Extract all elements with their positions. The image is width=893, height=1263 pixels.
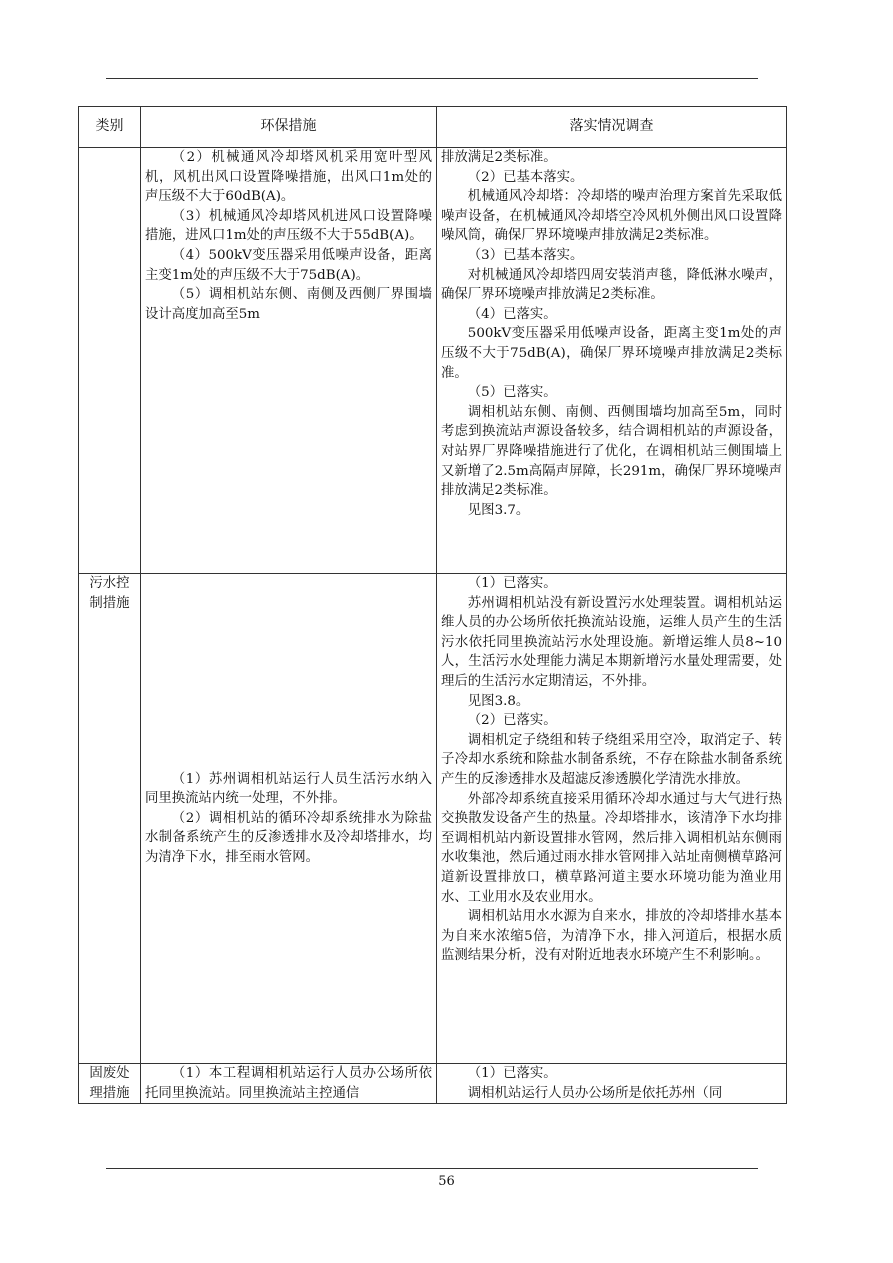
table-row — [79, 148, 787, 574]
status-paragraph: （1）已落实。 — [467, 1066, 557, 1081]
status-paragraph: 500kV变压器采用低噪声设备，距离主变1m处的声压级不大于75dB(A)，确保厂界环境噪声排放满足2类标准。 — [441, 326, 782, 381]
status-paragraph: 见图3.8。 — [467, 693, 530, 709]
table-row — [79, 1064, 787, 1104]
status-paragraph: 调相机站运行人员办公场所是依托苏州（同 — [467, 1085, 723, 1101]
status-paragraph: 苏州调相机站没有新设置污水处理装置。调相机站运维人员的办公场所依托换流站设施，运维人员产生的生活污水依托同里换流站污水处理设施。新增运维人员8~10人，生活污水处理能力满足本期新增污水量处理需要，处理后的生活污水定期清运，不外排。 — [441, 595, 782, 689]
measures-table — [78, 106, 787, 1104]
status-paragraph: （2）已基本落实。 — [467, 169, 584, 185]
status-paragraph: （5）已落实。 — [467, 385, 557, 401]
status-paragraph: 机械通风冷却塔：冷却塔的噪声治理方案首先采取低噪声设备，在机械通风冷却塔空冷风机外侧出风口设置降噪风筒，确保厂界环境噪声排放满足2类标准。 — [441, 189, 782, 244]
page-number: 56 — [438, 1174, 455, 1189]
status-paragraph: 见图3.7。 — [467, 502, 530, 518]
category-cell — [79, 148, 141, 574]
footer-rule — [106, 1168, 758, 1169]
status-paragraph: 调相机站东侧、南侧、西侧围墙均加高至5m，同时考虑到换流站声源设备较多，结合调相机站的声源设备，对站界厂界降噪措施进行了优化，在调相机站三侧围墙上又新增了2.5m高隔声屏障，长291m，确保厂界环境噪声排放满足2类标准。 — [441, 404, 782, 499]
status-paragraph: 对机械通风冷却塔四周安装消声毯，降低淋水噪声，确保厂界环境噪声排放满足2类标准。 — [441, 267, 782, 303]
measure-paragraph: （2）调相机站的循环冷却系统排水为除盐水制备系统产生的反渗透排水及冷却塔排水，均为清净下水，排至雨水管网。 — [145, 810, 432, 865]
status-cell — [437, 1064, 787, 1104]
status-paragraph: （4）已落实。 — [467, 306, 557, 322]
measure-paragraph: （2）机械通风冷却塔风机采用宽叶型风机，风机出风口设置降噪措施，出风口1m处的声压级不大于60dB(A)。 — [145, 150, 432, 205]
status-paragraph: 调相机定子绕组和转子绕组采用空冷，取消定子、转子冷却水系统和除盐水制备系统，不存在除盐水制备系统产生的反渗透排水及超滤反渗透膜化学清洗水排放。 — [441, 732, 782, 787]
status-cell — [437, 574, 787, 1064]
status-paragraph: 调相机站用水水源为自来水，排放的冷却塔排水基本为自来水浓缩5倍，为清净下水，排入河道后，根据水质监测结果分析，没有对附近地表水环境产生不利影响。。 — [441, 909, 782, 964]
status-paragraph: （1）已落实。 — [467, 576, 557, 591]
measure-paragraph: （5）调相机站东侧、南侧及西侧厂界围墙设计高度加高至5m — [145, 287, 432, 322]
measure-paragraph: （1）苏州调相机站运行人员生活污水纳入同里换流站内统一处理，不外排。 — [145, 771, 432, 807]
measures-cell — [141, 1064, 437, 1104]
header-status: 落实情况调查 — [437, 107, 787, 148]
table-header-row — [79, 107, 787, 148]
measures-cell — [141, 574, 437, 1064]
status-paragraph: 外部冷却系统直接采用循环冷却水通过与大气进行热交换散发设备产生的热量。冷却塔排水，该清净下水均排至调相机站内新设置排水管网，然后排入调相机站东侧雨水收集池，然后通过雨水排水管网排入站址南侧横草路河道新设置排放口，横草路河道主要水环境功能为渔业用水、工业用水及农业用水。 — [441, 791, 782, 905]
category-cell: 污水控制措施 — [79, 574, 141, 1064]
header-rule — [106, 78, 758, 79]
status-paragraph: 排放满足2类标准。 — [441, 150, 557, 165]
measure-paragraph: （3）机械通风冷却塔风机进风口设置降噪措施，进风口1m处的声压级不大于55dB(A)。 — [145, 208, 432, 244]
status-paragraph: （3）已基本落实。 — [467, 247, 584, 263]
header-category: 类别 — [79, 107, 141, 148]
table-row — [79, 574, 787, 1064]
status-paragraph: （2）已落实。 — [467, 713, 557, 729]
header-measures: 环保措施 — [141, 107, 437, 148]
category-cell: 固废处理措施 — [79, 1064, 141, 1104]
measure-paragraph: （4）500kV变压器采用低噪声设备，距离主变1m处的声压级不大于75dB(A)。 — [145, 247, 432, 283]
measures-cell — [141, 148, 437, 574]
status-cell — [437, 148, 787, 574]
measure-paragraph: （1）本工程调相机站运行人员办公场所依托同里换流站。同里换流站主控通信 — [145, 1066, 432, 1101]
